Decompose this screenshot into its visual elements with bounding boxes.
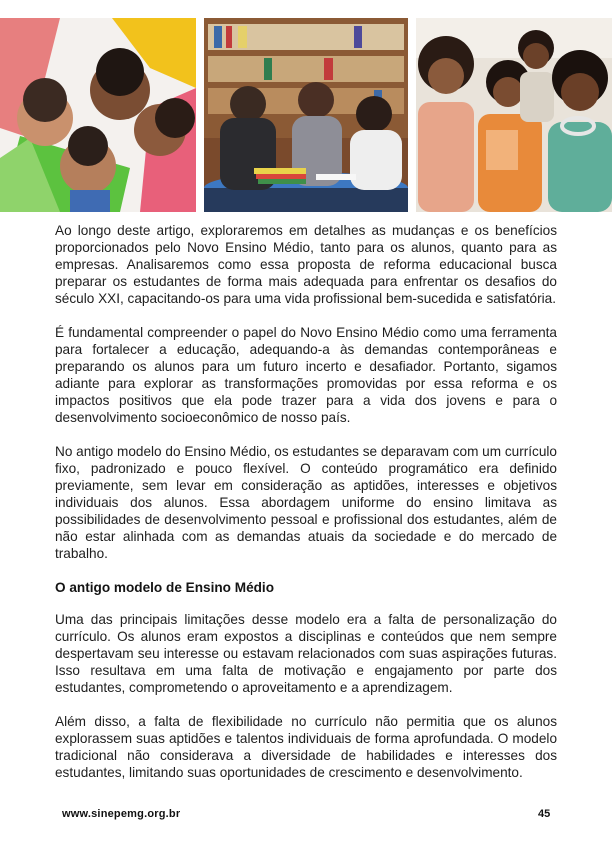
body-paragraph: Ao longo deste artigo, exploraremos em detalhes as mudanças e os benefícios proporcionados pelo Novo Ensino Médio, tanto para os alunos, quanto para as empresas. Analisaremos como essa proposta de reforma educacional busca preparar os estudantes de forma mais adequada para enfrentar os desafios do século XXI, capacitando-os para uma vida profissional bem-sucedida e satisfatória. bbox=[55, 223, 557, 306]
photo-strip bbox=[0, 18, 612, 212]
students-library-photo bbox=[204, 18, 408, 212]
body-paragraph: É fundamental compreender o papel do Novo Ensino Médio como uma ferramenta para fortalecer a educação, adequando-a às demandas contemporâneas e preparando os alunos para um futuro incerto e desafiador. Portanto, sigamos adiante para explorar as transformações promovidas por essa reforma e os impactos positivos que ela pode trazer para a vida dos jovens e para o desenvolvimento socioeconômico de nosso país. bbox=[55, 325, 557, 425]
page-number: 45 bbox=[538, 808, 551, 820]
body-paragraph: Além disso, a falta de flexibilidade no currículo não permitia que os alunos explorassem suas aptidões e talentos individuais de forma aprofundada. O modelo tradicional não considerava a diversidade de habilidades e interesses dos estudantes, limitando suas oportunidades de crescimento e desenvolvimento. bbox=[55, 714, 557, 780]
article-body bbox=[55, 222, 557, 798]
students-group-photo bbox=[416, 18, 612, 212]
footer-website: www.sinepemg.org.br bbox=[62, 808, 181, 820]
body-paragraph: Uma das principais limitações desse modelo era a falta de personalização do currículo. Os alunos eram expostos a disciplinas e conteúdos que nem sempre despertavam seu interesse ou estavam relacionados com suas aspirações futuras. Isso resultava em uma falta de motivação e engajamento por parte dos estudantes, comprometendo o aproveitamento e a aprendizagem. bbox=[55, 612, 557, 695]
section-heading: O antigo modelo de Ensino Médio bbox=[55, 580, 275, 595]
students-circle-photo bbox=[0, 18, 196, 212]
body-paragraph: No antigo modelo do Ensino Médio, os estudantes se deparavam com um currículo fixo, padronizado e pouco flexível. O conteúdo programático era definido previamente, sem levar em consideração as aptidões, interesses e objetivos individuais dos alunos. Essa abordagem uniforme do ensino limitava as possibilidades de desenvolvimento pessoal e profissional dos estudantes, além de não estar alinhada com as demandas atuais da sociedade e do mercado de trabalho. bbox=[55, 444, 557, 561]
